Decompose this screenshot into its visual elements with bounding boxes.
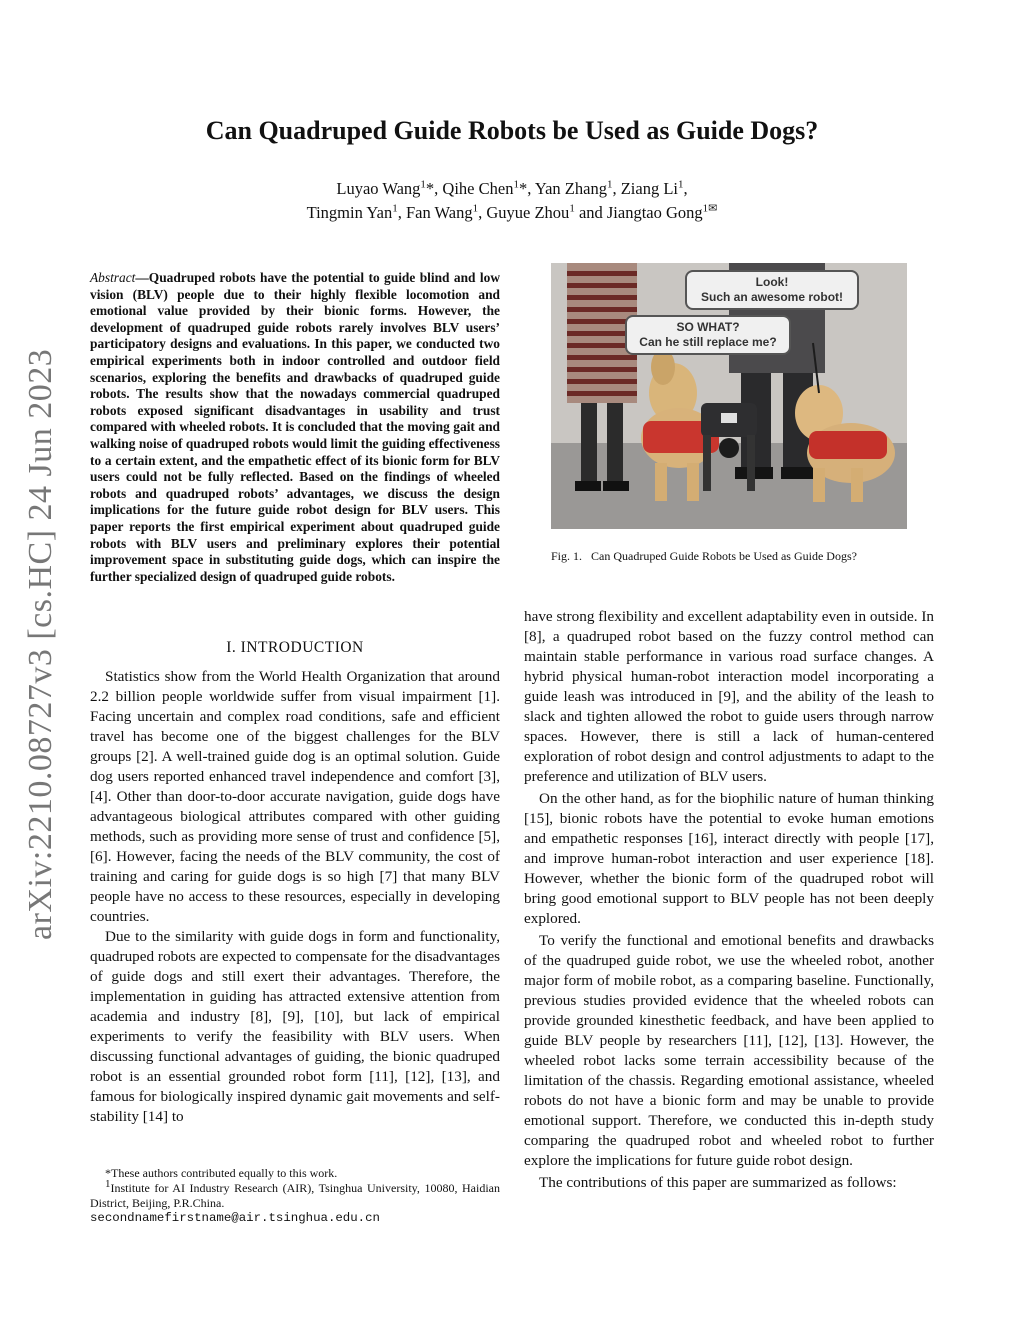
footnote-email: secondnamefirstname@air.tsinghua.edu.cn (90, 1211, 380, 1225)
footnote-equal-contribution: *These authors contributed equally to this work. (105, 1166, 338, 1180)
arxiv-identifier: arXiv:2210.08727v3 [cs.HC] 24 Jun 2023 (22, 348, 59, 940)
caption-label: Fig. 1. (551, 549, 583, 563)
abstract (90, 270, 500, 585)
footnotes (90, 1166, 500, 1226)
author-line-2 (0, 201, 1024, 225)
figure-1-photo (551, 263, 907, 529)
author-separator: , (612, 179, 621, 198)
author-separator: *, (425, 179, 443, 198)
author-name: Ziang Li (620, 179, 678, 198)
paragraph: Statistics show from the World Health Organization that around 2.2 billion people worldwide suffer from visual impairment [1]. Facing uncertain and complex road conditions, safe and efficient travel has become one of the biggest challenges for the BLV groups [2]. A well-trained guide dog is an optimal solution. Guide dog users reported enhanced travel independence and comfort [3], [4]. Other than door-to-door accurate navigation, guide dogs have advantageous biological attributes compared with other guiding methods, such as providing more sense of trust and confidence [5], [6]. However, facing the needs of the BLV community, the cost of training and caring for guide dogs is so high [7] that many BLV people have no access to these resources, especially in developing countries. (90, 668, 500, 925)
footnote-affiliation-text: Institute for AI Industry Research (AIR), Tsinghua University, 10080, Haidian District, Beijing, P.R.China. (90, 1181, 500, 1210)
introduction-right-column (524, 607, 934, 1193)
author-name: Fan Wang (405, 203, 473, 222)
footnote-affiliation-marker: 1 (105, 1178, 111, 1190)
speech-bubble-so-what (625, 315, 791, 355)
author-separator: and (574, 203, 607, 222)
figure-1-caption (551, 549, 857, 564)
author-affiliation-marker: 1 (678, 178, 684, 191)
author-affiliation-marker: 1 (392, 202, 398, 215)
bubble-text: Can he still replace me? (639, 335, 777, 349)
author-separator: , (397, 203, 406, 222)
author-name: Tingmin Yan (306, 203, 393, 222)
section-heading-introduction: I. INTRODUCTION (226, 639, 364, 656)
bubble-text: SO WHAT? (676, 320, 740, 334)
paragraph: On the other hand, as for the biophilic nature of human thinking [15], bionic robots have the potential to evoke human emotions and empathetic responses [16], interact directly with people [17], and improve human-robot interaction and user experience [18]. However, whether the bionic form of the quadruped robot will bring good emotional support to BLV people has not been deeply explored. (524, 790, 934, 927)
author-affiliation-marker: 1 (569, 202, 575, 215)
introduction-left-column (90, 667, 500, 1127)
paper-title: Can Quadruped Guide Robots be Used as Guide Dogs? (205, 116, 819, 145)
author-separator: *, (518, 179, 535, 198)
bubble-text: Look! (755, 275, 789, 289)
author-affiliation-marker: 1✉ (702, 202, 718, 215)
author-affiliation-marker: 1 (472, 202, 479, 215)
author-name: Luyao Wang (336, 179, 421, 198)
paragraph: To verify the functional and emotional benefits and drawbacks of the quadruped guide robot, we use the wheeled robot, another major form of mobile robot, as a comparing baseline. Functionally, previous studies provided evidence that the wheeled robots can provide grounded kinesthetic feedback, and have been applied to guide BLV people by researchers [11], [12], [13]. However, the wheeled robot lacks some terrain accessibility because of the limitation of the chassis. Regarding emotional assistance, wheeled robots do not have a bionic form and may be unable to provide emotional support. Therefore, we conducted this in-depth study comparing the quadruped robot and wheeled robot to further explore the implications for future guide robot design. (524, 932, 934, 1169)
paragraph-continuation: have strong flexibility and excellent adaptability even in outside. In [8], a quadruped robot based on the fuzzy control method can maintain stable performance in various road surface changes. A hybrid physical human-robot interaction model incorporating a guide leash was introduced in [9], and the ability of the leash to slack and tighten allowed the robot to guide users through narrow spaces. However, there is still a lack of human-centered exploration of robot design and control adjustments to adapt to the preference and utilization of BLV users. (524, 608, 934, 785)
abstract-label: Abstract (90, 270, 136, 285)
author-affiliation-marker: 1 (513, 178, 519, 191)
abstract-text: Quadruped robots have the potential to guide blind and low vision (BLV) people due to their highly flexible locomotion and emotional value provided by their bionic forms. However, the development of quadruped guide robots rarely involves BLV users’ participatory designs and evaluations. In this paper, we conducted two empirical experiments both in indoor controlled and outdoor field scenarios, exploring the benefits and drawbacks of quadruped guide robots. The results show that the nowadays commercial quadruped robots exposed significant disadvantages in usability and trust compared with wheeled robots. It is concluded that the moving gait and walking noise of quadruped robots would limit the guiding effectiveness to a certain extent, and the empathetic effect of its bionic form for BLV users could not be fully reflected. Based on the findings of wheeled robots and quadruped robots’ advantages, we discuss the design implications for the future guide robot design for BLV users. This paper reports the first empirical experiment about quadruped guide robots with BLV users and preliminary explores their potential improvement space in substituting guide dogs, which can inspire the further specialized design of quadruped guide robots. (90, 270, 500, 584)
author-name: Qihe Chen (442, 179, 514, 198)
footnote-affiliation (90, 1178, 500, 1211)
caption-text: Can Quadruped Guide Robots be Used as Guide Dogs? (591, 549, 857, 563)
author-line-1 (0, 177, 1024, 201)
author-separator: , (478, 203, 487, 222)
author-separator: , (683, 179, 688, 198)
paragraph: Due to the similarity with guide dogs in form and functionality, quadruped robots are expected to compensate for the disadvantages of guide dogs and still exert their advantages. Therefore, the implementation in guiding has attracted extensive attention from academia and industry [8], [9], [10], but lack of empirical experiments to verify the feasibility with BLV users. When discussing functional advantages of guiding, the bionic quadruped robot is an essential grounded robot form [11], [12], [13], and famous for biologically inspired dynamic gait movements and self-stability [14] to (90, 928, 500, 1125)
author-name: Jiangtao Gong (606, 203, 703, 222)
paragraph: The contributions of this paper are summarized as follows: (539, 1174, 897, 1191)
bubble-text: Such an awesome robot! (700, 290, 844, 304)
author-affiliation-marker: 1 (420, 178, 426, 191)
author-affiliation-marker: 1 (606, 178, 613, 191)
author-list (0, 177, 1024, 225)
abstract-dash: — (135, 270, 149, 285)
author-name: Guyue Zhou (486, 203, 570, 222)
speech-bubble-look (685, 270, 859, 310)
author-name: Yan Zhang (534, 179, 607, 198)
